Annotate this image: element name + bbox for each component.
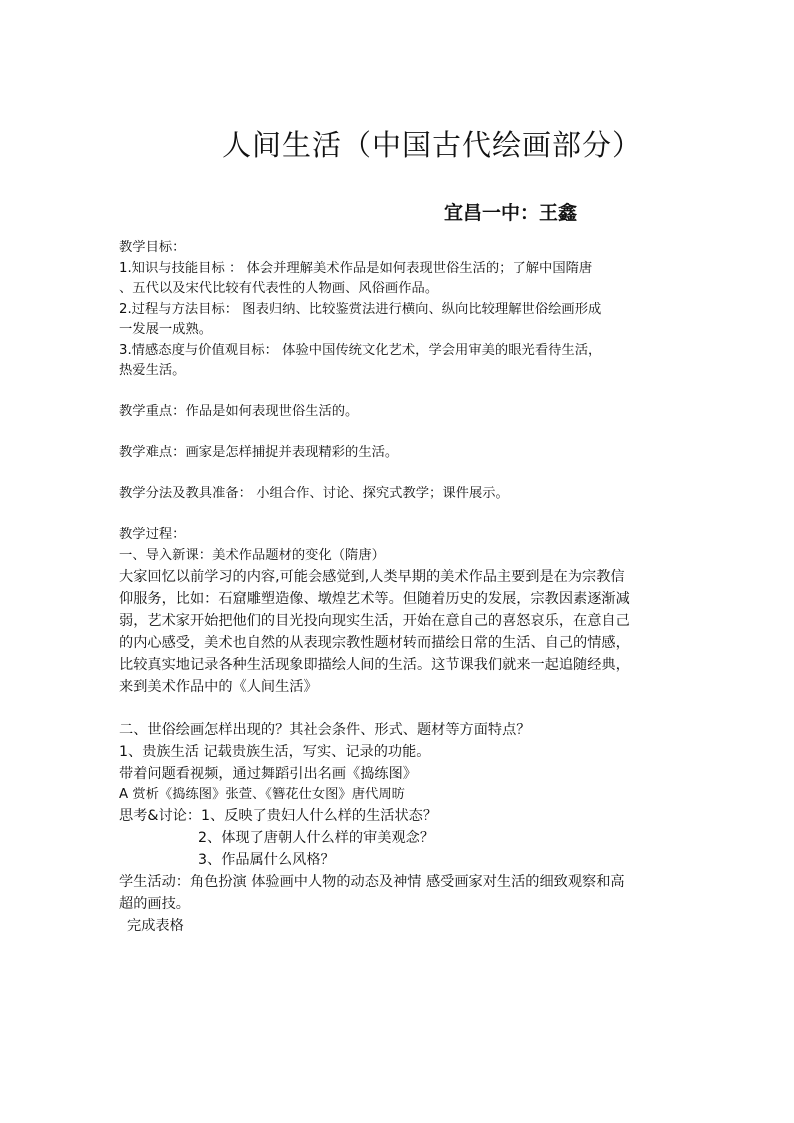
process-heading: 教学过程： [119, 527, 186, 542]
objective-line-1: 1.知识与技能目标 ： 体会并理解美术作品是如何表现世俗生活的；了解中国隋唐 [119, 260, 593, 276]
objective-line-6: 热爱生活。 [119, 363, 186, 378]
objective-line-2: 、五代以及宋代比较有代表性的人物画、风俗画作品。 [119, 281, 439, 296]
difficulty: 教学难点：画家是怎样捕捉并表现精彩的生活。 [119, 445, 399, 460]
blank-line [119, 464, 639, 485]
section-2-title: 二、世俗绘画怎样出现的？其社会条件、形式、题材等方面特点？ [119, 721, 531, 738]
blank-line [119, 382, 639, 403]
blank-line [119, 423, 639, 444]
intro-paragraph-line-4: 的内心感受，美术也自然的从表现宗教性题材转而描绘日常的生活、自己的情感， [119, 635, 630, 651]
section-2-question-2: 2、体现了唐朝人什么样的审美观念？ [198, 830, 435, 846]
section-2-video: 带着问题看视频，通过舞蹈引出名画《捣练图》 [119, 765, 417, 782]
section-2-think: 思考&讨论：1、反映了贵妇人什么样的生活状态？ [119, 808, 438, 824]
intro-paragraph-line-2: 仰服务，比如：石窟雕塑造像、墩煌艺术等。但随着历史的发展，宗教因素逐渐减 [119, 591, 630, 607]
blank-line [119, 505, 639, 526]
complete-table: 完成表格 [127, 918, 184, 934]
author-line: 宜昌一中：王鑫 [444, 202, 578, 224]
section-2-appreciate: A 赏析《捣练图》张萱、《簪花仕女图》唐代周昉 [119, 786, 405, 802]
intro-paragraph-line-6: 来到美术作品中的《人间生活》 [119, 679, 318, 695]
key-point: 教学重点：作品是如何表现世俗生活的。 [119, 404, 359, 419]
student-activity-line-1: 学生活动：角色扮演 体验画中人物的动态及神情 感受画家对生活的细致观察和高 [119, 874, 625, 890]
page-title: 人间生活（中国古代绘画部分） [222, 128, 643, 162]
intro-paragraph-line-1: 大家回忆以前学习的内容,可能会感觉到,人类早期的美术作品主要到是在为宗教信 [119, 569, 625, 585]
student-activity-line-2: 超的画技。 [119, 896, 190, 912]
methods: 教学分法及教具准备： 小组合作、讨论、探究式教学；课件展示。 [119, 486, 509, 501]
intro-title: 一、导入新课：美术作品题材的变化（隋唐） [119, 547, 385, 563]
objective-line-5: 3.情感态度与价值观目标： 体验中国传统文化艺术，学会用审美的眼光看待生活， [119, 342, 602, 358]
blank-line [119, 698, 639, 719]
intro-paragraph-line-5: 比较真实地记录各种生活现象即描绘人间的生活。这节课我们就来一起追随经典， [119, 657, 630, 673]
section-2-question-3: 3、作品属什么风格？ [198, 852, 335, 868]
document-body [119, 238, 639, 937]
objective-line-3: 2.过程与方法目标： 图表归纳、比较鉴赏法进行横向、纵向比较理解世俗绘画形成 [119, 301, 602, 317]
objectives-heading: 教学目标： [119, 240, 186, 255]
section-2-item-1: 1、贵族生活 记载贵族生活，写实、记录的功能。 [119, 743, 431, 760]
intro-paragraph-line-3: 弱，艺术家开始把他们的目光投向现实生活，开始在意自己的喜怒哀乐，在意自己 [119, 613, 630, 629]
objective-line-4: 一发展一成熟。 [119, 322, 213, 337]
